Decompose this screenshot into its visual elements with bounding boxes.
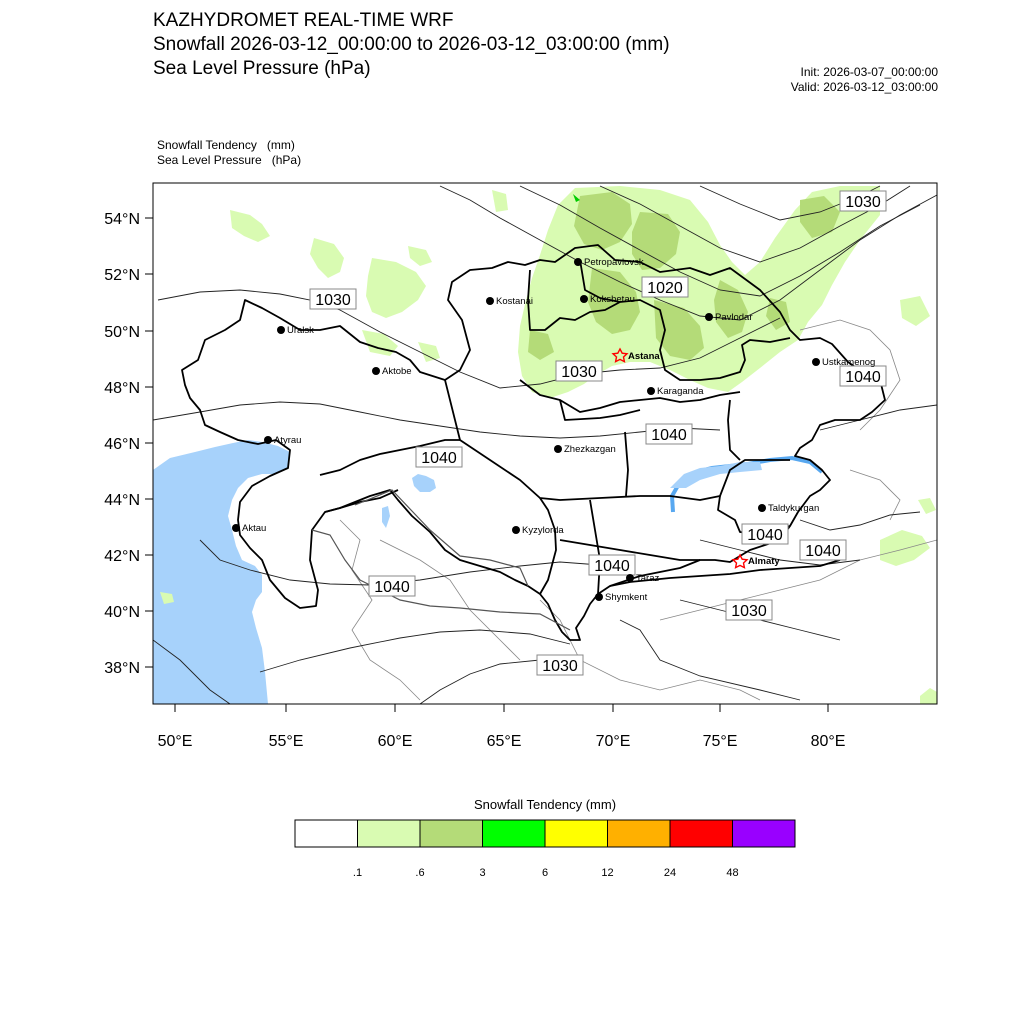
isobar-label [416, 447, 462, 467]
map-subtitle-pressure: Sea Level Pressure (hPa) [153, 58, 371, 79]
svg-text:Taldykurgan: Taldykurgan [768, 503, 820, 514]
svg-text:1040: 1040 [594, 558, 630, 575]
svg-text:Pavlodar: Pavlodar [715, 312, 753, 323]
city-kyzylorda [512, 525, 564, 536]
isobar-label [800, 540, 846, 560]
svg-text:Kyzylorda: Kyzylorda [522, 525, 564, 536]
isobar-label [642, 277, 688, 297]
caspian-sea [153, 440, 290, 704]
lon-label: 75°E [702, 733, 738, 750]
colorbar-bin [420, 820, 483, 847]
svg-text:Ustkamenog: Ustkamenog [822, 357, 876, 368]
colorbar-tick: 12 [601, 867, 614, 879]
svg-text:Aktobe: Aktobe [382, 366, 412, 377]
colorbar-tick: 3 [479, 867, 486, 879]
svg-text:Kokshetau: Kokshetau [590, 294, 635, 305]
colorbar-bin [733, 820, 796, 847]
city-taldykurgan [758, 503, 819, 514]
lon-label: 70°E [595, 733, 631, 750]
lat-label: 54°N [104, 211, 140, 228]
colorbar-tick: 6 [541, 867, 549, 879]
lat-ticks [145, 218, 153, 667]
lat-label: 50°N [104, 324, 140, 341]
lat-label: 40°N [104, 604, 140, 621]
svg-text:1040: 1040 [845, 369, 881, 386]
map-layers [153, 186, 937, 704]
svg-text:Karaganda: Karaganda [657, 386, 704, 397]
svg-text:1030: 1030 [561, 364, 597, 381]
svg-text:1040: 1040 [374, 579, 410, 596]
city-aktau [232, 523, 266, 534]
isobar-label [537, 655, 583, 675]
isobar-label [840, 191, 886, 211]
svg-text:Zhezkazgan: Zhezkazgan [564, 444, 616, 455]
svg-text:1030: 1030 [845, 194, 881, 211]
colorbar-tick: 48 [726, 867, 739, 879]
field-label-snowfall: Snowfall Tendency (mm) [157, 138, 295, 152]
isobar-label [646, 424, 692, 444]
isobar-label [589, 555, 635, 575]
city-uralsk [277, 325, 314, 336]
colorbar [295, 820, 795, 847]
svg-text:1030: 1030 [315, 292, 351, 309]
svg-text:1040: 1040 [805, 543, 841, 560]
lat-label: 48°N [104, 380, 140, 397]
aral-sea [412, 474, 436, 492]
svg-text:Almaty: Almaty [748, 556, 780, 567]
lon-label: 50°E [157, 733, 193, 750]
country-borders [312, 490, 570, 630]
colorbar-title: Snowfall Tendency (mm) [473, 797, 617, 812]
colorbar-bin [545, 820, 608, 847]
svg-text:Atyrau: Atyrau [274, 435, 302, 446]
colorbar-bin [608, 820, 671, 847]
svg-text:Shymkent: Shymkent [605, 592, 648, 603]
isobar-label [742, 524, 788, 544]
lon-label: 60°E [377, 733, 413, 750]
aral-sea-west [382, 506, 390, 528]
isobar-label [556, 361, 602, 381]
colorbar-bin [670, 820, 733, 847]
city-kostanai [486, 296, 533, 307]
svg-text:1040: 1040 [421, 450, 457, 467]
colorbar-bin [295, 820, 358, 847]
svg-text:1040: 1040 [747, 527, 783, 544]
svg-text:Astana: Astana [628, 351, 660, 362]
lat-labels [104, 211, 140, 677]
map-subtitle-snowfall: Snowfall 2026-03-12_00:00:00 to 2026-03-12_03:00:00 (mm) [153, 34, 670, 55]
isobar-label [726, 600, 772, 620]
city-karaganda [647, 386, 704, 397]
valid-time: Valid: 2026-03-12_03:00:00 [790, 80, 938, 94]
lon-ticks [175, 704, 828, 712]
svg-text:Aktau: Aktau [242, 523, 267, 534]
init-time: Init: 2026-03-07_00:00:00 [800, 65, 938, 79]
lon-label: 65°E [486, 733, 522, 750]
lat-label: 46°N [104, 436, 140, 453]
colorbar-tick: 24 [663, 867, 677, 879]
svg-text:Taraz: Taraz [636, 573, 660, 584]
svg-text:1030: 1030 [731, 603, 767, 620]
city-shymkent [595, 592, 648, 603]
isobar-label [310, 289, 356, 309]
colorbar-tick: .1 [352, 867, 363, 879]
city-aktobe [372, 366, 412, 377]
colorbar-tick: .6 [415, 867, 425, 879]
city-petropavlovsk [574, 257, 644, 268]
city-zhezkazgan [554, 444, 616, 455]
lat-label: 38°N [104, 660, 140, 677]
lat-label: 52°N [104, 267, 140, 284]
svg-text:Kostanai: Kostanai [496, 296, 533, 307]
isobar-label [840, 366, 886, 386]
svg-text:Uralsk: Uralsk [287, 325, 314, 336]
svg-text:1030: 1030 [542, 658, 578, 675]
map-title: KAZHYDROMET REAL-TIME WRF [153, 10, 454, 31]
colorbar-bin [483, 820, 546, 847]
lat-label: 42°N [104, 548, 140, 565]
isobar-label [369, 576, 415, 596]
lon-label: 80°E [810, 733, 846, 750]
svg-text:1020: 1020 [647, 280, 683, 297]
city-ustkamenog [812, 357, 875, 368]
lon-labels [158, 733, 846, 750]
lon-label: 55°E [268, 733, 304, 750]
colorbar-bin [358, 820, 421, 847]
svg-text:Petropavlovsk: Petropavlovsk [584, 257, 644, 268]
svg-text:1040: 1040 [651, 427, 687, 444]
lat-label: 44°N [104, 492, 140, 509]
field-label-pressure: Sea Level Pressure (hPa) [157, 153, 302, 167]
